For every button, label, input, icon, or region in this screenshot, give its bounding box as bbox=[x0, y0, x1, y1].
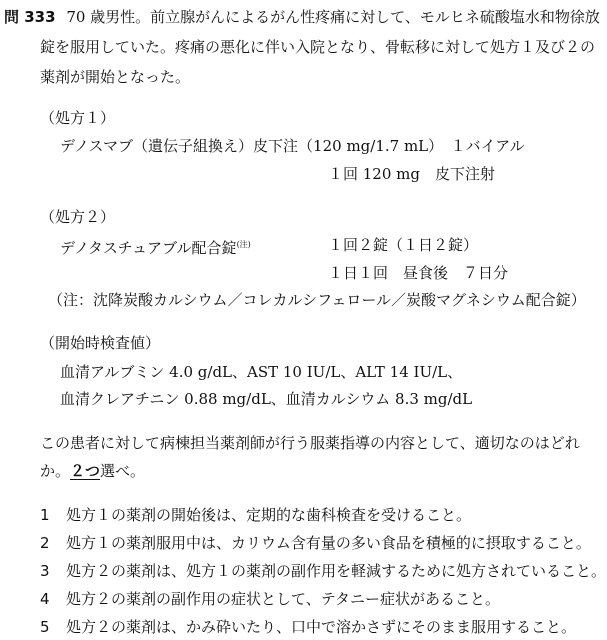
option-number: 1 bbox=[40, 506, 50, 524]
option-text: 処方１の薬剤の開始後は、定期的な歯科検査を受けること。 bbox=[66, 506, 472, 524]
prescription1-dose: １回 120 mg 皮下注射 bbox=[328, 165, 495, 183]
prescription2-drug bbox=[60, 235, 251, 258]
prescription2-note: （注：沈降炭酸カルシウム／コレカルシフェロール／炭酸マグネシウム配合錠） bbox=[48, 291, 586, 309]
prescription2-heading: （処方２） bbox=[40, 208, 116, 226]
question-number: 問 333 bbox=[4, 8, 56, 26]
option-text: 処方２の薬剤は、処方１の薬剤の副作用を軽減するために処方されていること。 bbox=[66, 562, 607, 580]
note-mark: (注) bbox=[236, 240, 251, 249]
option-number: 3 bbox=[40, 562, 50, 580]
option-3[interactable] bbox=[40, 561, 606, 581]
question-intro-line3: 薬剤が開始となった。 bbox=[40, 68, 191, 86]
question-intro-line2: 錠を服用していた。疼痛の悪化に伴い入院となり、骨転移に対して処方１及び２の bbox=[40, 38, 596, 56]
prescription2-dose2: １日１回 昼食後 ７日分 bbox=[328, 264, 509, 282]
option-number: 4 bbox=[40, 590, 50, 608]
option-text: 処方２の薬剤の副作用の症状として、テタニー症状があること。 bbox=[66, 590, 500, 608]
labs-line2: 血清クレアチニン 0.88 mg/dL、血清カルシウム 8.3 mg/dL bbox=[60, 390, 473, 408]
prompt-prefix: か。 bbox=[40, 462, 71, 480]
question-intro-line1 bbox=[4, 7, 600, 27]
prompt-line2 bbox=[40, 461, 145, 481]
prescription2-drug-name: デノタスチュアブル配合錠 bbox=[60, 239, 237, 257]
option-1[interactable] bbox=[40, 505, 471, 525]
option-text: 処方２の薬剤は、かみ砕いたり、口中で溶かさずにそのまま服用すること。 bbox=[66, 618, 577, 636]
option-text: 処方１の薬剤服用中は、カリウム含有量の多い食品を積極的に摂取すること。 bbox=[66, 534, 591, 552]
option-5[interactable] bbox=[40, 617, 576, 637]
prescription1-drug: デノスマブ（遺伝子組換え）皮下注（120 mg/1.7 mL） １バイアル bbox=[60, 137, 525, 155]
prescription2-dose1: １回２錠（１日２錠） bbox=[328, 236, 479, 254]
prompt-emphasis: ２つ bbox=[70, 462, 101, 480]
prescription1-heading: （処方１） bbox=[40, 109, 116, 127]
prompt-line1: この患者に対して病棟担当薬剤師が行う服薬指導の内容として、適切なのはどれ bbox=[40, 434, 580, 452]
option-4[interactable] bbox=[40, 589, 500, 609]
intro-text-1: 70 歳男性。前立腺がんによるがん性疼痛に対して、モルヒネ硫酸塩水和物徐放 bbox=[66, 8, 600, 26]
option-number: 5 bbox=[40, 618, 50, 636]
option-2[interactable] bbox=[40, 533, 591, 553]
labs-line1: 血清アルブミン 4.0 g/dL、AST 10 IU/L、ALT 14 IU/L、 bbox=[60, 363, 463, 381]
option-number: 2 bbox=[40, 534, 50, 552]
labs-heading: （開始時検査値） bbox=[40, 334, 161, 352]
prompt-suffix: 選べ。 bbox=[100, 462, 146, 480]
